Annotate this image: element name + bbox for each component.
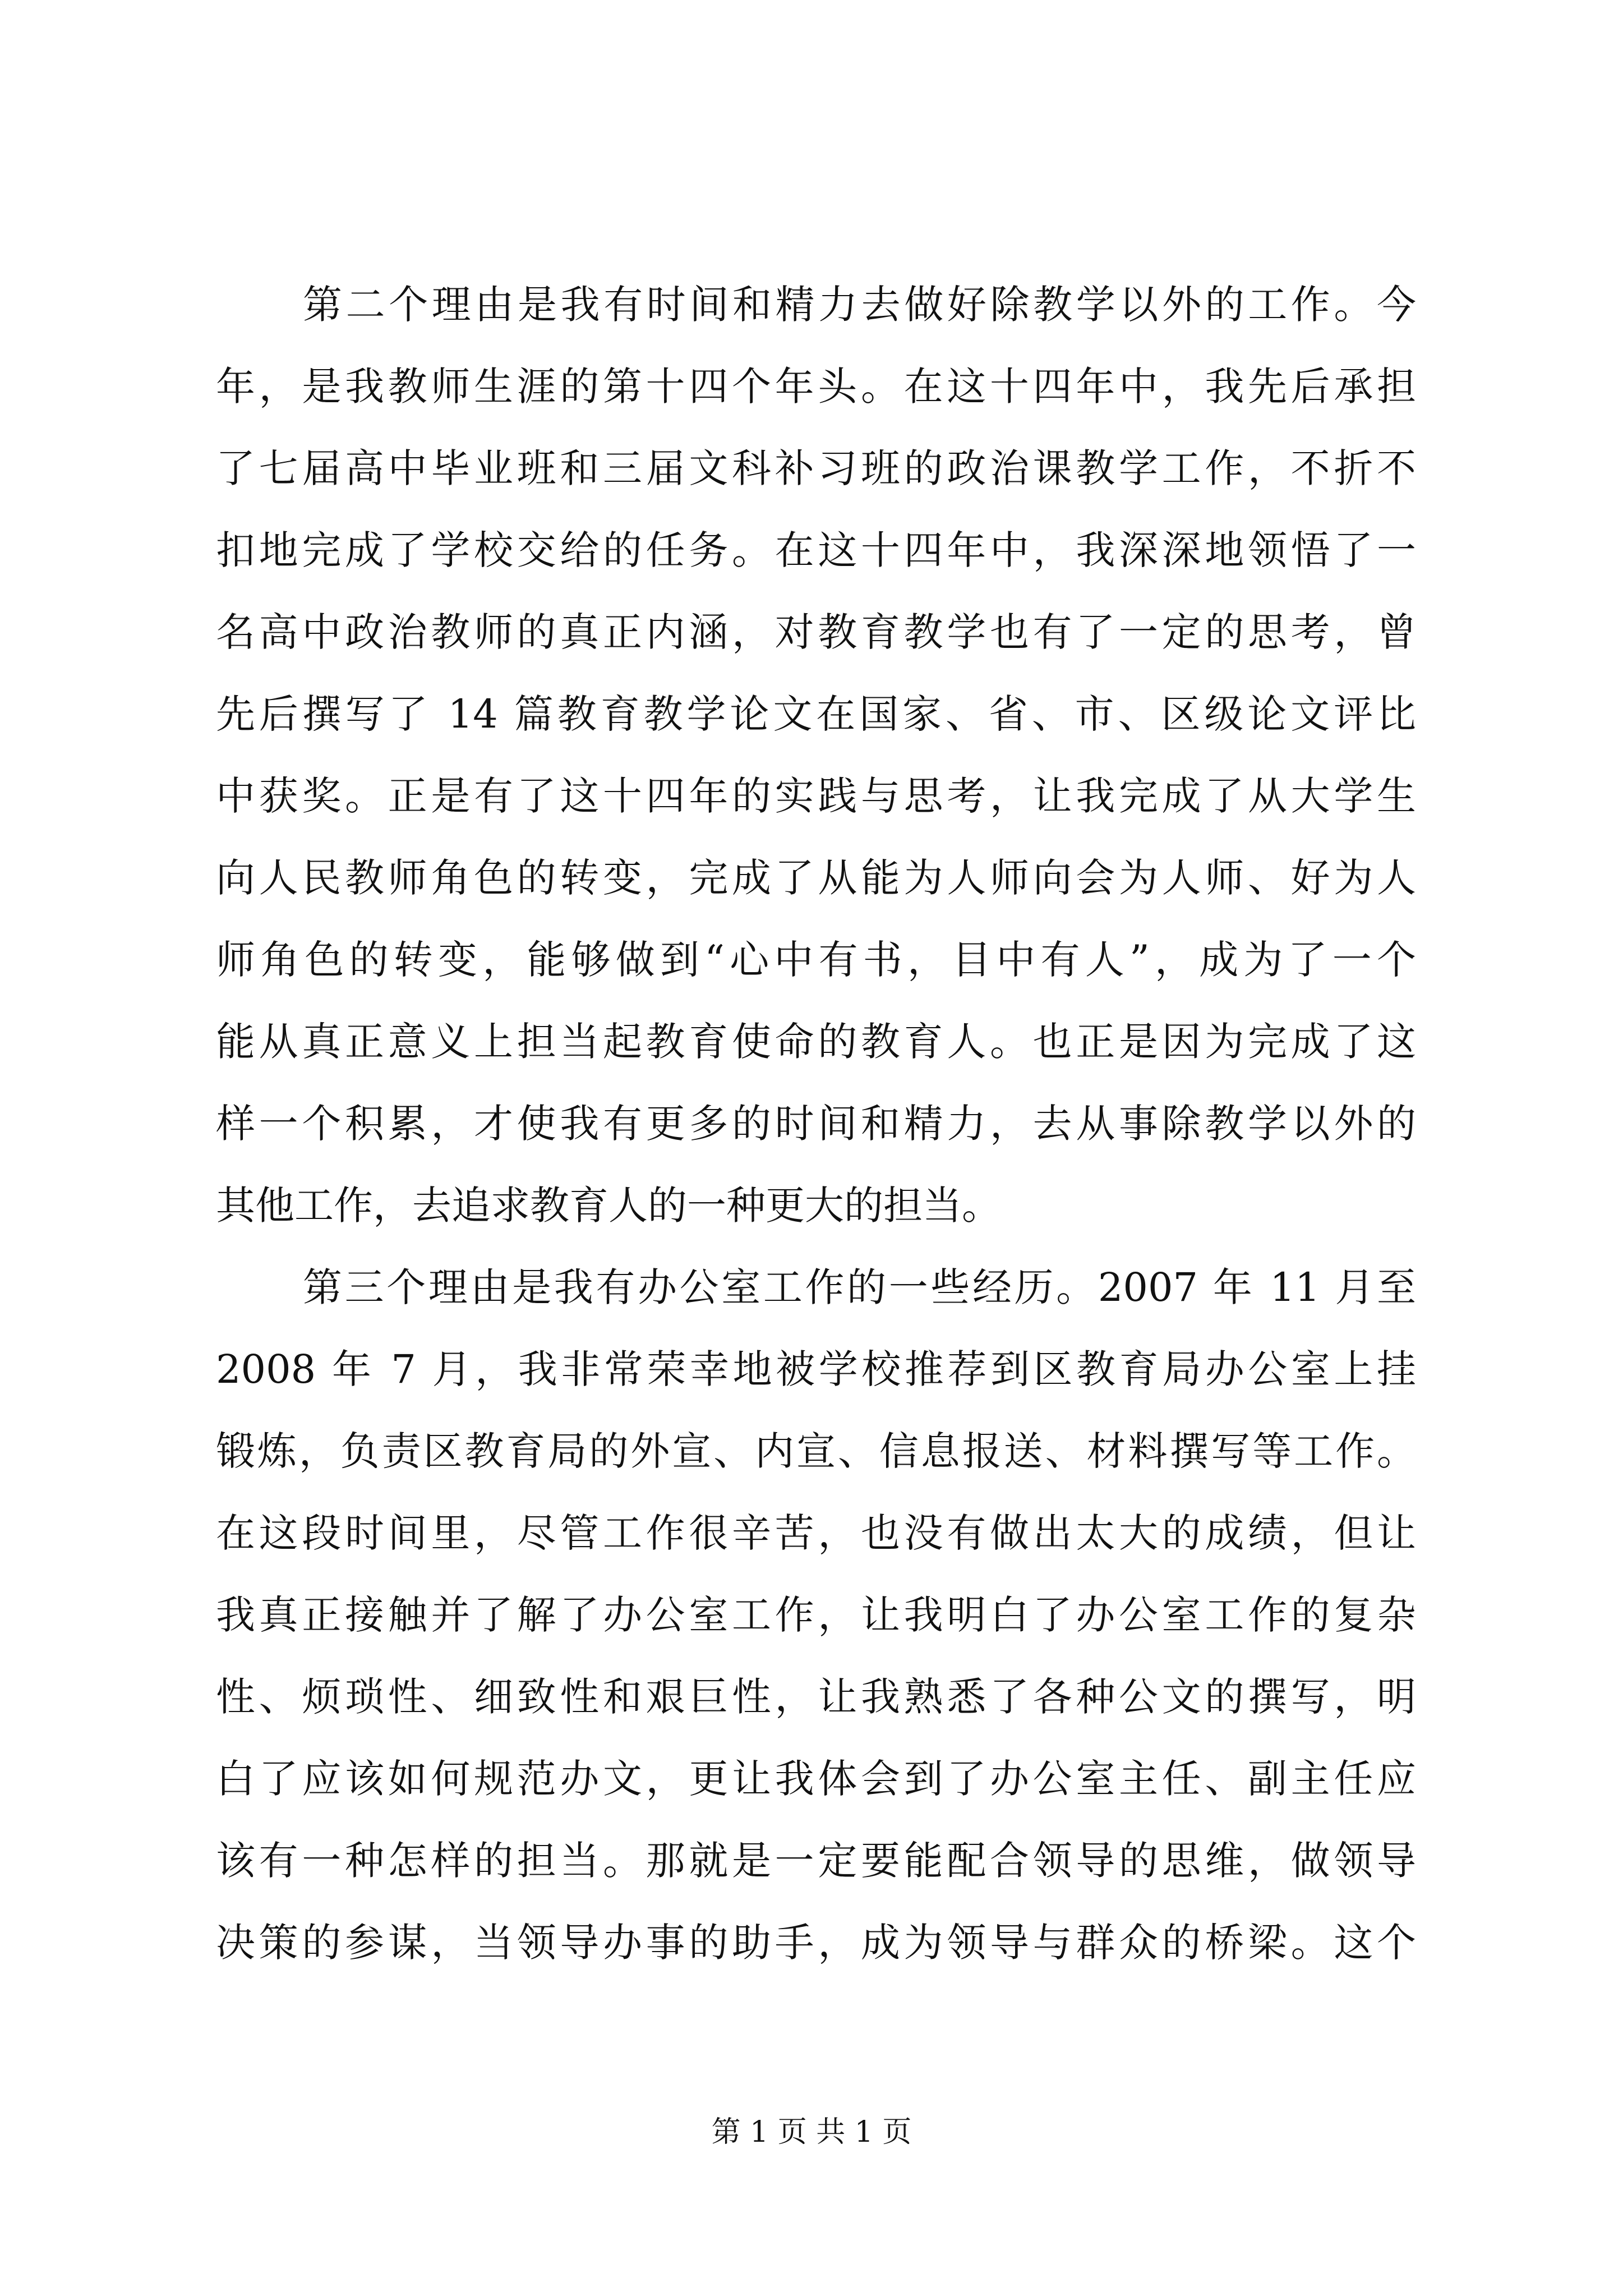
paragraph-2-line-6: 性、烦琐性、细致性和艰巨性，让我熟悉了各种公文的撰写，明 (216, 1674, 1416, 1720)
paragraph-2-line-7: 白了应该如何规范办文，更让我体会到了办公室主任、副主任应 (216, 1756, 1416, 1802)
paragraph-2-line-8: 该有一种怎样的担当。那就是一定要能配合领导的思维，做领导 (216, 1838, 1416, 1884)
paragraph-2-line-5: 我真正接触并了解了办公室工作，让我明白了办公室工作的复杂 (216, 1592, 1416, 1638)
paragraph-1-line-7: 中获奖。正是有了这十四年的实践与思考，让我完成了从大学生 (216, 773, 1416, 819)
paragraph-1-line-11: 样一个积累，才使我有更多的时间和精力，去从事除教学以外的 (216, 1101, 1416, 1147)
paragraph-1-line-6: 先后撰写了 14 篇教育教学论文在国家、省、市、区级论文评比 (216, 691, 1416, 737)
paragraph-1-line-2: 年，是我教师生涯的第十四个年头。在这十四年中，我先后承担 (216, 364, 1416, 409)
paragraph-2-line-4: 在这段时间里，尽管工作很辛苦，也没有做出太大的成绩，但让 (216, 1510, 1416, 1556)
page-footer: 第 1 页 共 1 页 (711, 2115, 912, 2149)
paragraph-1-line-1: 第二个理由是我有时间和精力去做好除教学以外的工作。今 (303, 282, 1416, 328)
paragraph-2-line-3: 锻炼，负责区教育局的外宣、内宣、信息报送、材料撰写等工作。 (216, 1428, 1416, 1474)
paragraph-1-line-3: 了七届高中毕业班和三届文科补习班的政治课教学工作，不折不 (216, 445, 1416, 491)
paragraph-1-line-12: 其他工作，去追求教育人的一种更大的担当。 (216, 1182, 1001, 1228)
paragraph-1-line-4: 扣地完成了学校交给的任务。在这十四年中，我深深地领悟了一 (216, 527, 1416, 573)
paragraph-2-line-9: 决策的参谋，当领导办事的助手，成为领导与群众的桥梁。这个 (216, 1920, 1416, 1966)
paragraph-1-line-5: 名高中政治教师的真正内涵，对教育教学也有了一定的思考，曾 (216, 609, 1416, 655)
document-body (216, 264, 1416, 1984)
paragraph-2-line-2: 2008 年 7 月，我非常荣幸地被学校推荐到区教育局办公室上挂 (216, 1346, 1416, 1392)
paragraph-2-line-1: 第三个理由是我有办公室工作的一些经历。2007 年 11 月至 (303, 1264, 1416, 1310)
paragraph-1-line-10: 能从真正意义上担当起教育使命的教育人。也正是因为完成了这 (216, 1019, 1416, 1065)
paragraph-1-line-8: 向人民教师角色的转变，完成了从能为人师向会为人师、好为人 (216, 855, 1416, 901)
paragraph-1-line-9: 师角色的转变，能够做到“心中有书，目中有人”，成为了一个 (216, 937, 1416, 983)
